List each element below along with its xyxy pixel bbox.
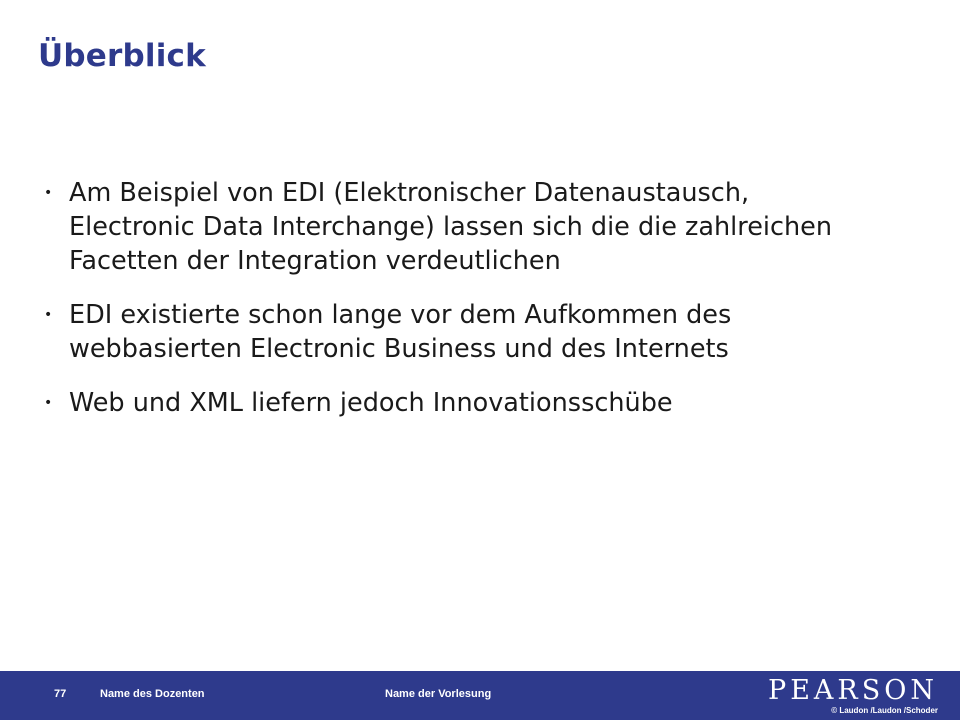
bullet-item — [44, 298, 864, 366]
bullet-icon: • — [44, 185, 53, 201]
footer-bar — [0, 671, 960, 720]
copyright-notice: © Laudon /Laudon /Schoder — [831, 706, 938, 715]
lecturer-name: Name des Dozenten — [100, 688, 205, 700]
bullet-item — [44, 176, 864, 278]
lecture-name: Name der Vorlesung — [385, 688, 492, 700]
bullet-item — [44, 386, 864, 420]
publisher-brand — [768, 677, 938, 716]
bullet-text: EDI existierte schon lange vor dem Aufkommen des webbasierten Electronic Business und des Internets — [69, 300, 732, 364]
bullet-text: Web und XML liefern jedoch Innovationsschübe — [69, 388, 673, 418]
bullet-icon: • — [44, 395, 53, 411]
bullet-text: Am Beispiel von EDI (Elektronischer Datenaustausch, Electronic Data Interchange) lassen sich die die zahlreichen Facetten der Integration verdeutlichen — [69, 178, 832, 276]
slide-title: Überblick — [38, 38, 206, 74]
page-number: 77 — [54, 688, 67, 700]
bullet-icon: • — [44, 307, 53, 323]
pearson-logo: PEARSON — [768, 675, 938, 706]
bullet-list — [44, 176, 864, 440]
